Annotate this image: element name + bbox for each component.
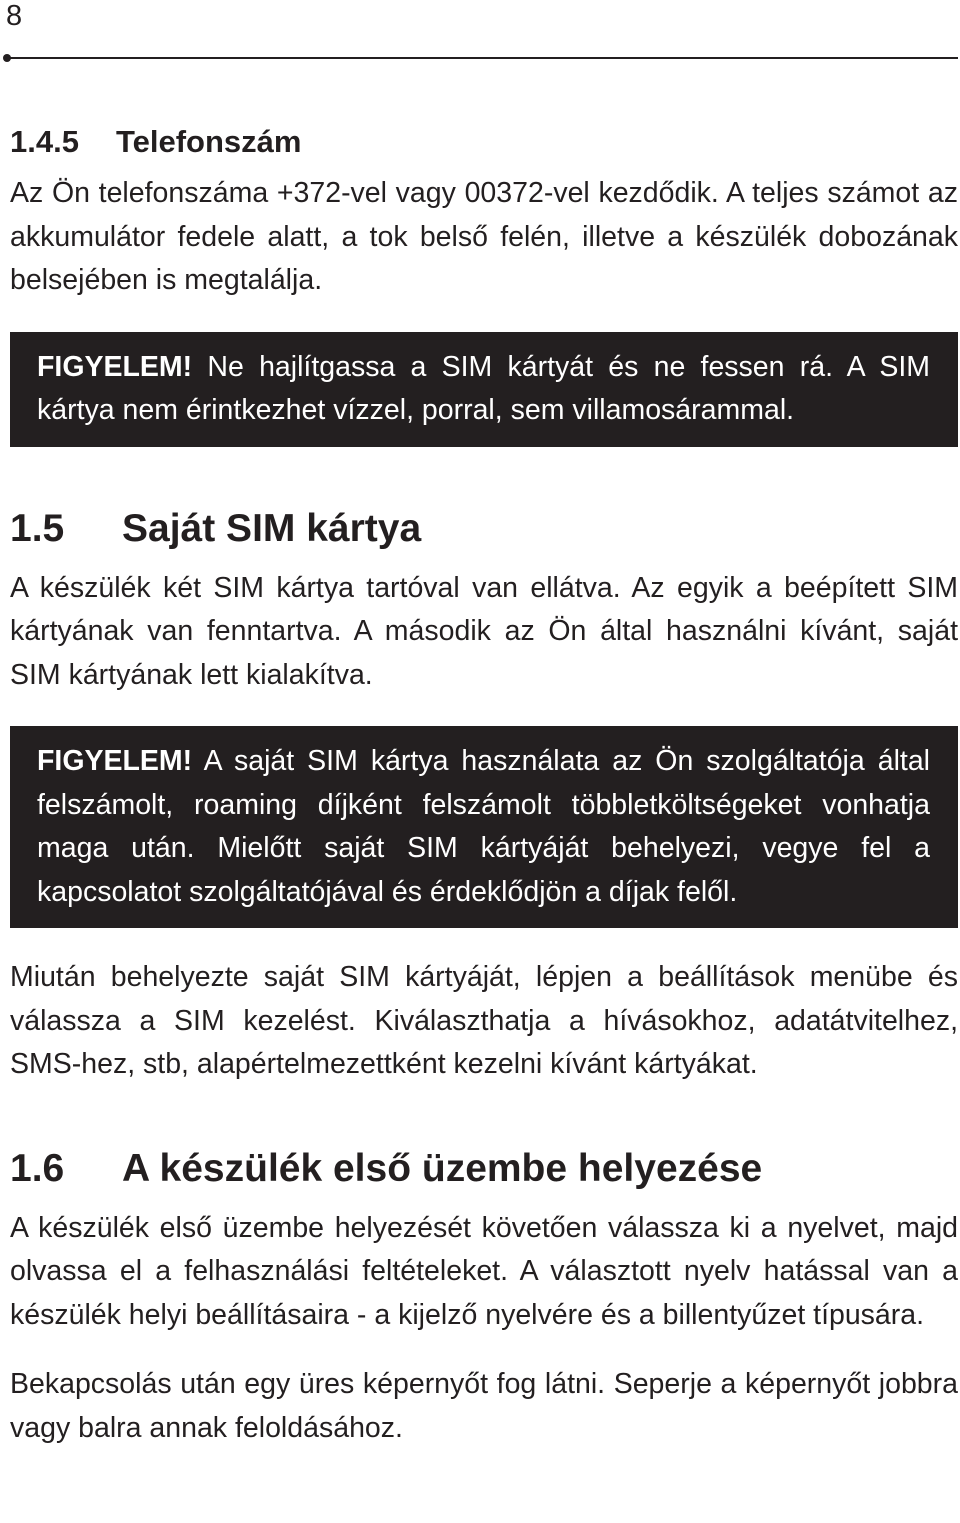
- first-use-paragraph: A készülék első üzembe helyezését követően válassza ki a nyelvet, majd olvassa el a felhasználási feltételeket. A választott nyelv hatással van a készülék helyi beállításaira - a kijelző nyelvére és a billentyűzet típusára.: [10, 1211, 958, 1331]
- warning-box-roaming-costs: [10, 726, 958, 928]
- warning-text: Ne hajlítgassa a SIM kártyát és ne fessen rá. A SIM kártya nem érintkezhet vízzel, porral, sem villamosárammal.: [37, 350, 930, 426]
- phone-number-paragraph: Az Ön telefonszáma +372-vel vagy 00372-vel kezdődik. A teljes számot az akkumulátor fedele alatt, a tok belső felén, illetve a készülék dobozának belsejében is megtalálja.: [10, 177, 958, 296]
- page-number: 8: [6, 0, 23, 32]
- section-heading-first-use: [10, 1143, 958, 1195]
- section-title: Saját SIM kártya: [122, 506, 422, 550]
- subsection-number: 1.4.5: [10, 124, 79, 159]
- warning-label: FIGYELEM!: [37, 745, 193, 777]
- section-title: A készülék első üzembe helyezése: [122, 1146, 763, 1190]
- subsection-heading-phone-number: [10, 120, 958, 164]
- header-rule: [10, 57, 958, 59]
- section-heading-own-sim: [10, 503, 958, 555]
- sim-settings-paragraph: Miután behelyezte saját SIM kártyáját, lépjen a beállítások menübe és válassza a SIM kezelést. Kiválaszthatja a hívásokhoz, adatátvitelhez, SMS-hez, stb, alapértelmezettként kezelni kívánt kártyákat.: [10, 961, 958, 1080]
- warning-text: A saját SIM kártya használata az Ön szolgáltatója által felszámolt, roaming díjként felszámolt többletköltségeket vonhatja maga után. Mielőtt saját SIM kártyáját behelyezi, vegye fel a kapcsolatot szolgáltatójával és érdeklődjön a díjak felől.: [37, 745, 930, 908]
- warning-label: FIGYELEM!: [37, 350, 193, 383]
- section-number: 1.6: [10, 1146, 65, 1190]
- section-number: 1.5: [10, 506, 65, 550]
- warning-box-sim-care: [10, 332, 958, 447]
- page-content: [10, 120, 958, 1450]
- own-sim-paragraph: A készülék két SIM kártya tartóval van ellátva. Az egyik a beépített SIM kártyának van fenntartva. A második az Ön által használni kívánt, saját SIM kártyának lett kialakítva.: [10, 571, 958, 691]
- unlock-paragraph: Bekapcsolás után egy üres képernyőt fog látni. Seperje a képernyőt jobbra vagy balra annak feloldásához.: [10, 1368, 958, 1444]
- subsection-title: Telefonszám: [116, 124, 302, 159]
